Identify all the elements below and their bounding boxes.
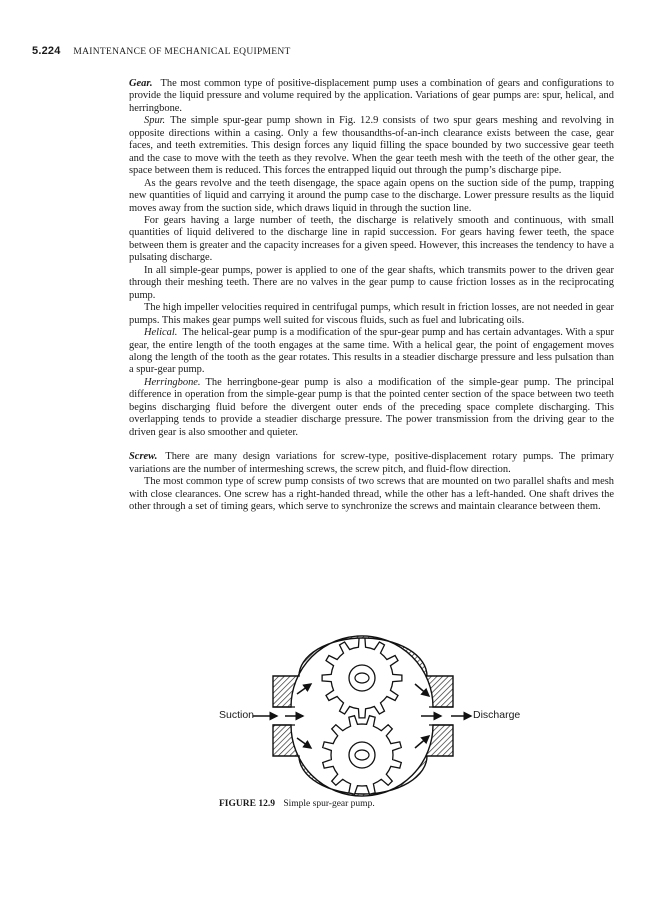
paragraph (129, 115, 614, 177)
discharge-label: Discharge (473, 709, 521, 721)
running-title: MAINTENANCE OF MECHANICAL EQUIPMENT (73, 47, 291, 57)
suction-label: Suction (219, 709, 255, 721)
paragraph (129, 327, 614, 377)
figure-caption (219, 799, 375, 809)
paragraph (129, 377, 614, 439)
caption-text: Simple spur-gear pump. (283, 799, 375, 809)
paragraph (129, 78, 614, 115)
flow-arrow-upper-right (415, 684, 429, 696)
page-header (32, 45, 291, 57)
paragraph-text: The simple spur-gear pump shown in Fig. 12.9 consists of two spur gears meshing and revolving in opposite directions within a casing. Only a few thousandths-of-an-inch clearance exists between the case, gear faces, and teeth extremities. This design forces any liquid filling the space bounded by two successive gear teeth and the case to move with the teeth as they revolve. When the gear teeth mesh with the teeth of the other gear, the space between them is reduced. This forces the entrapped liquid out through the pump’s discharge pipe. (129, 115, 614, 177)
paragraph (129, 451, 614, 476)
runin-heading: Screw. (129, 451, 158, 463)
paragraph-text: The most common type of screw pump consists of two screws that are mounted on two parallel shafts and mesh with close clearances. One screw has a right-handed thread, while the other has a left-handed. One shaft drives the other through a set of timing gears, which serve to synchronize the screws and maintain clearance between them. (129, 476, 614, 512)
paragraph-text: As the gears revolve and the teeth disengage, the space again opens on the suction side of the pump, trapping new quantities of liquid and carrying it around the pump case to the discharge. Lower pressure results as the liquid moves away from the suction side, which draws liquid in through the suction line. (129, 177, 614, 214)
paragraph (129, 302, 614, 327)
driving-gear-hub (349, 665, 375, 691)
body-text (129, 78, 614, 513)
paragraph (129, 476, 614, 513)
paragraph (129, 178, 614, 215)
paragraph-text: There are many design variations for screw-type, positive-displacement rotary pumps. The primary variations are the number of intermeshing screws, the screw pitch, and fluid-flow direction. (129, 451, 614, 475)
runin-heading: Gear. (129, 78, 153, 89)
gears (322, 638, 402, 794)
paragraph-text: The most common type of positive-displacement pump uses a combination of gears and configurations to provide the liquid pressure and volume required by the application. Variations of gear pumps are: spur, helical, and herringbone. (129, 78, 614, 114)
figure-number: FIGURE 12.9 (219, 799, 275, 809)
runin-heading: Spur. (144, 115, 166, 127)
paragraph (129, 215, 614, 265)
flow-arrow-lower-left (297, 738, 311, 748)
paragraph (129, 265, 614, 302)
paragraph-text: In all simple-gear pumps, power is applied to one of the gear shafts, which transmits power to the driven gear through their meshing teeth. There are no valves in the gear pump to cause friction losses as in the reciprocating pump. (129, 264, 614, 301)
page-number: 5.224 (32, 45, 61, 57)
paragraph-text: The herringbone-gear pump is also a modification of the simple-gear pump. The principal difference in operation from the simple-gear pump is that the pointed center section of the space between two teeth begins discharging fluid before the divergent outer ends of the preceding space complete discharging. This overlapping tends to provide a steadier discharge pressure. The power transmission from the driving gear to the driven gear is also smoother and quieter. (129, 376, 614, 438)
paragraph-text: The helical-gear pump is a modification of the spur-gear pump and has certain advantages. With a spur gear, the entire length of the tooth engages at the same time. With a helical gear, the point of engagement moves along the length of the tooth as the gear rotates. This results in a steadier discharge pressure and less pulsation than a spur-gear pump. (129, 327, 614, 376)
runin-heading: Helical. (144, 327, 178, 339)
flow-arrow-lower-right (415, 736, 429, 748)
paragraph-text: The high impeller velocities required in centrifugal pumps, which result in friction losses, are not needed in gear pumps. This makes gear pumps well suited for viscous fluids, such as fuel and lubricating oils. (129, 302, 614, 326)
flow-arrow-upper-left (297, 684, 311, 694)
paragraph-text: For gears having a large number of teeth, the discharge is relatively smooth and continuous, with small quantities of liquid delivered to the discharge line in rapid succession. For gears having fewer teeth, the space between them is greater and the capacity increases for a given speed. However, this increases the tendency to have a pulsating discharge. (129, 214, 615, 264)
runin-heading: Herringbone. (144, 376, 201, 388)
spur-gear-pump-figure (215, 632, 535, 800)
driven-gear-hub (349, 742, 375, 768)
